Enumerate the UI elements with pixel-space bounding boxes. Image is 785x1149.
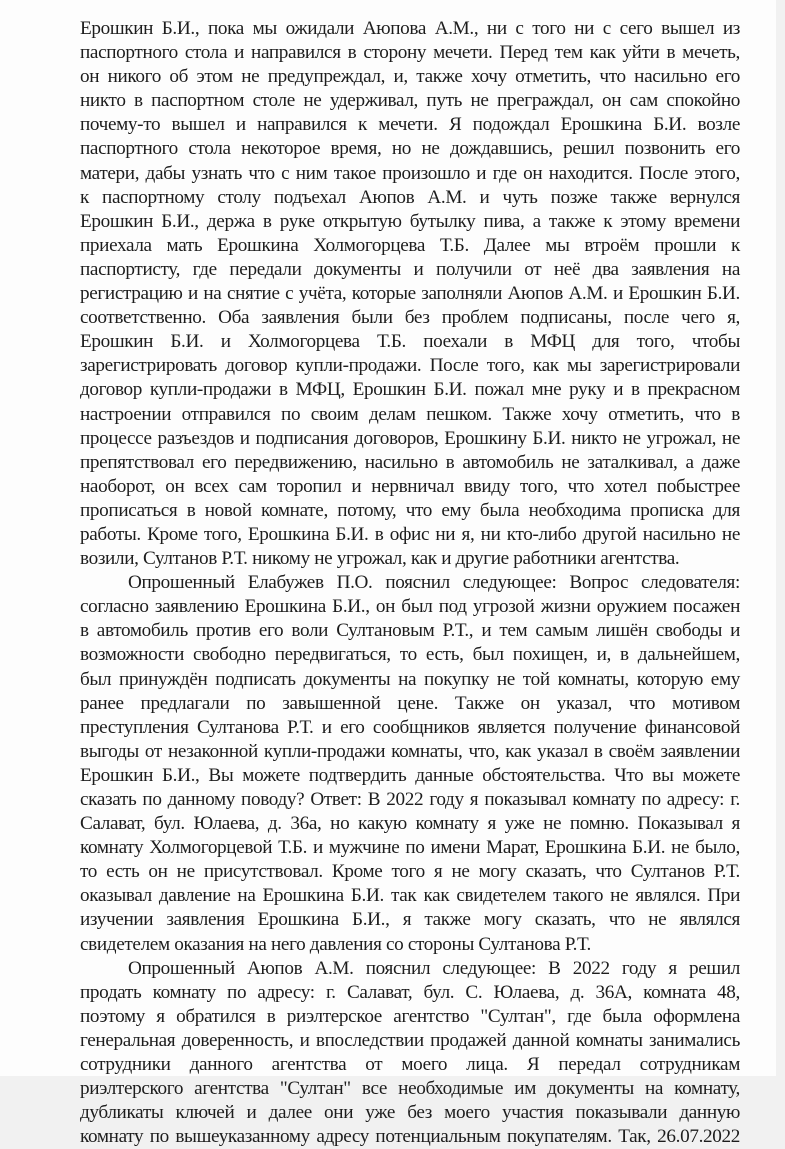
text-line: Опрошенный Аюпов А.М. пояснил следующее: В 2022 году я решил [128, 957, 740, 979]
text-line: процессе разъездов и подписания договоров, Ерошкину Б.И. никто не угрожал, не [80, 427, 740, 449]
text-line: комнату по вышеуказанному адресу потенциальным покупателям. Так, 26.07.2022 [80, 1126, 740, 1148]
text-line: поэтому я обратился в риэлтерское агентство "Султан", где была оформлена [80, 1005, 740, 1027]
text-line: преступления Султанова Р.Т. и его сообщников является получение финансовой [80, 716, 740, 738]
text-line: возможности свободно передвигаться, то есть, был похищен, и, в дальнейшем, [80, 644, 740, 666]
text-line: никто в паспортном столе не удерживал, путь не преграждал, он сам спокойно [80, 90, 740, 112]
text-line: в автомобиль против его воли Султановым Р.Т., и тем самым лишён свободы и [80, 620, 740, 642]
text-line: генеральная доверенность, и впоследствии продажей данной комнаты занимались [80, 1029, 740, 1051]
text-line: паспортисту, где передали документы и получили от неё два заявления на [80, 258, 740, 280]
text-line: сотрудники данного агентства от моего лица. Я передал сотрудникам [80, 1054, 740, 1076]
text-line: был принуждён подписать документы на покупку не той комнаты, которую ему [80, 668, 740, 690]
text-line: Салават, бул. Юлаева, д. 36а, но какую комнату я уже не помню. Показывал я [80, 813, 740, 835]
text-line: настроении отправился по своим делам пешком. Также хочу отметить, что в [80, 403, 740, 425]
text-line: матери, дабы узнать что с ним такое произошло и где он находится. После этого, [80, 162, 740, 184]
text-line: продать комнату по адресу: г. Салават, бул. С. Юлаева, д. 36А, комната 48, [80, 981, 740, 1003]
text-line: риэлтерского агентства "Султан" все необходимые им документы на комнату, [80, 1078, 740, 1100]
text-line: регистрацию и на снятие с учёта, которые заполняли Аюпов А.М. и Ерошкин Б.И. [80, 283, 740, 305]
text-line: оказывал давление на Ерошкина Б.И. так как свидетелем такого не являлся. При [80, 885, 740, 907]
text-line: соответственно. Оба заявления были без проблем подписаны, после чего я, [80, 307, 740, 329]
text-line: изучении заявления Ерошкина Б.И., я также могу сказать, что не являлся [80, 909, 740, 931]
text-line: сказать по данному поводу? Ответ: В 2022 году я показывал комнату по адресу: г. [80, 789, 740, 810]
text-line: паспортного стола и направился в сторону мечети. Перед тем как уйти в мечеть, [80, 42, 740, 64]
text-line: ранее предлагали по завышенной цене. Также он указал, что мотивом [80, 692, 740, 714]
text-line: то есть он не присутствовал. Кроме того я не могу сказать, что Султанов Р.Т. [80, 861, 740, 883]
text-line: работы. Кроме того, Ерошкина Б.И. в офис ни я, ни кто-либо другой насильно не [80, 523, 740, 545]
text-line: Ерошкин Б.И., держа в руке открытую бутылку пива, а также к этому времени [80, 210, 740, 232]
text-line: Ерошкин Б.И., Вы можете подтвердить данные обстоятельства. Что вы можете [80, 764, 740, 786]
text-line: согласно заявлению Ерошкина Б.И., он был под угрозой жизни оружием посажен [80, 596, 740, 618]
text-line: Опрошенный Елабужев П.О. пояснил следующее: Вопрос следователя: [128, 572, 740, 594]
text-line: почему-то вышел и направился к мечети. Я подождал Ерошкина Б.И. возле [80, 114, 740, 136]
text-line: дубликаты ключей и далее они уже без моего участия показывали данную [80, 1102, 740, 1124]
text-line: препятствовал его передвижению, насильно в автомобиль не заталкивал, а даже [80, 451, 740, 473]
text-line: комнату Холмогорцевой Т.Б. и мужчине по имени Марат, Ерошкина Б.И. не было, [80, 837, 740, 859]
text-line: выгоды от незаконной купли-продажи комнаты, что, как указал в своём заявлении [80, 740, 740, 762]
text-line: паспортного стола некоторое время, но не дождавшись, решил позвонить его [80, 138, 740, 160]
text-line: возили, Султанов Р.Т. никому не угрожал, как и другие работники агентства. [80, 548, 680, 570]
text-line: свидетелем оказания на него давления со стороны Султанова Р.Т. [80, 933, 591, 955]
text-line: прописаться в новой комнате, потому, что ему была необходима прописка для [80, 499, 740, 521]
text-line: он никого об этом не предупреждал, и, также хочу отметить, что насильно его [80, 66, 740, 88]
text-line: к паспортному столу подъехал Аюпов А.М. и чуть позже также вернулся [80, 186, 740, 208]
document-body [80, 17, 740, 1149]
text-line: Ерошкин Б.И. и Холмогорцева Т.Б. поехали в МФЦ для того, чтобы [80, 331, 740, 353]
text-line: зарегистрировать договор купли-продажи. После того, как мы зарегистрировали [80, 355, 740, 377]
text-line: наоборот, он всех сам торопил и нервничал ввиду того, что хотел побыстрее [80, 475, 740, 497]
text-line: приехала мать Ерошкина Холмогорцева Т.Б. Далее мы втроём прошли к [80, 234, 740, 256]
text-line: договор купли-продажи в МФЦ, Ерошкин Б.И. пожал мне руку и в прекрасном [80, 379, 740, 401]
text-line: Ерошкин Б.И., пока мы ожидали Аюпова А.М., ни с того ни с сего вышел из [80, 18, 740, 39]
